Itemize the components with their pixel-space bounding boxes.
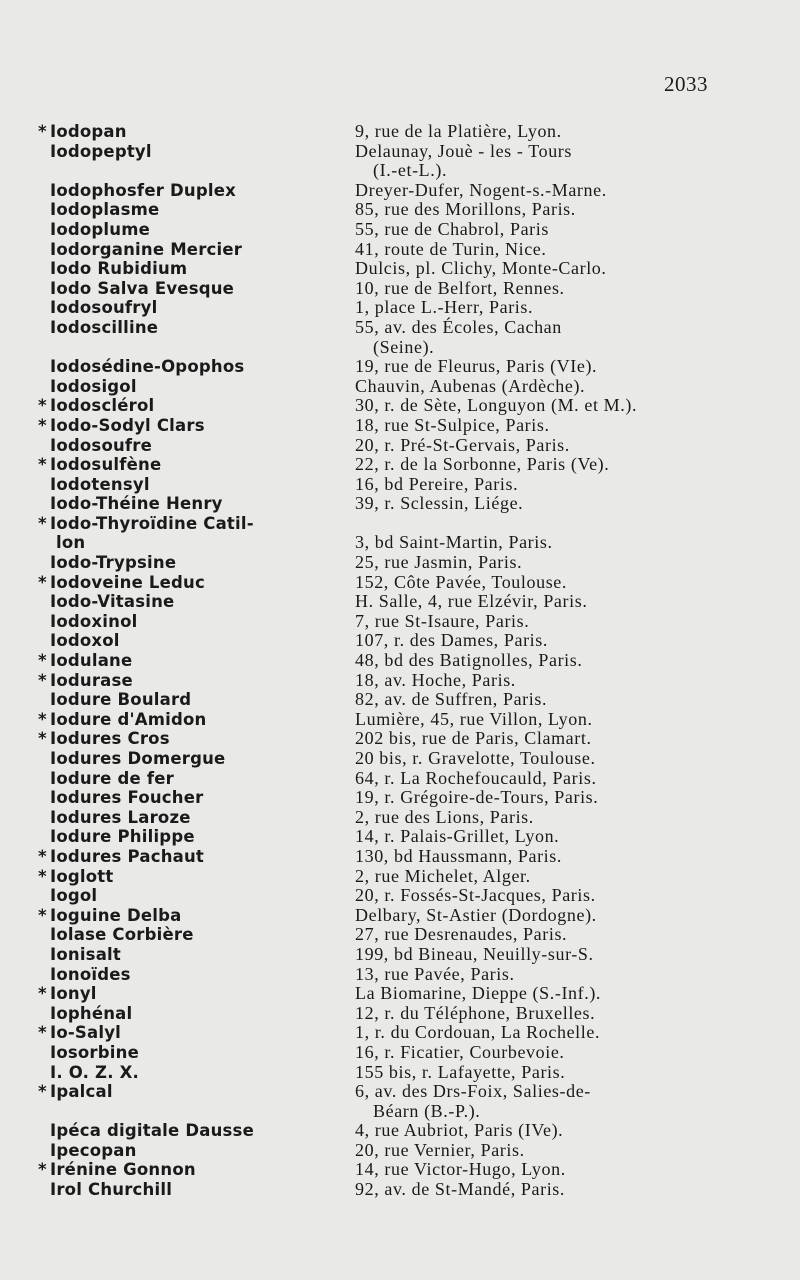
product-name-text: Iodo-Trypsine	[50, 553, 177, 573]
product-name-text: Iosorbine	[50, 1042, 139, 1062]
address	[355, 984, 718, 1004]
address-line: 48, bd des Batignolles, Paris.	[355, 650, 583, 671]
address-continuation: Béarn (B.-P.).	[373, 1100, 481, 1121]
address-line: 25, rue Jasmin, Paris.	[355, 552, 523, 573]
address-line: 14, rue Victor-Hugo, Lyon.	[355, 1159, 566, 1180]
entry-row	[38, 729, 718, 749]
product-name	[38, 769, 355, 789]
address-line: La Biomarine, Dieppe (S.-Inf.).	[355, 983, 602, 1004]
entry-row	[38, 1043, 718, 1063]
entry-row	[38, 1004, 718, 1024]
address-line: 19, r. Grégoire-de-Tours, Paris.	[355, 787, 599, 808]
entry-row	[38, 1063, 718, 1083]
product-name	[38, 690, 355, 710]
address	[355, 142, 718, 181]
entry-mark: *	[38, 396, 47, 416]
product-name-text: Iodo-Vitasine	[50, 592, 175, 612]
address	[355, 769, 718, 789]
address-line: 1, r. du Cordouan, La Rochelle.	[355, 1022, 601, 1043]
address-line: 82, av. de Suffren, Paris.	[355, 689, 548, 710]
product-name-text: Iodo-Théine Henry	[50, 494, 223, 514]
address-line: 20, r. Fossés-St-Jacques, Paris.	[355, 885, 596, 906]
product-name-text: Iodure Boulard	[50, 690, 192, 710]
address	[355, 925, 718, 945]
entry-row	[38, 1121, 718, 1141]
product-name-text: Ipalcal	[50, 1082, 113, 1102]
entry-row	[38, 514, 718, 534]
address-line: 20 bis, r. Gravelotte, Toulouse.	[355, 748, 596, 768]
entry-row	[38, 573, 718, 593]
address-line: 1, place L.-Herr, Paris.	[355, 297, 534, 318]
entry-mark: *	[38, 984, 47, 1004]
entry-mark: *	[38, 866, 47, 886]
entry-row	[38, 592, 718, 612]
entry-row	[38, 436, 718, 456]
product-name-text: Iodure Philippe	[50, 827, 195, 847]
product-name-text: Iodures Laroze	[50, 807, 191, 827]
product-name-text: Ioglott	[50, 866, 114, 886]
entry-row	[38, 122, 718, 142]
address	[355, 886, 718, 906]
address-line: 12, r. du Téléphone, Bruxelles.	[355, 1002, 596, 1023]
entry-row	[38, 1160, 718, 1180]
address	[355, 965, 718, 985]
product-name	[38, 906, 355, 926]
entry-row	[38, 867, 718, 887]
address	[355, 1004, 718, 1024]
product-name-text: Iodures Pachaut	[50, 846, 205, 866]
product-name-text: Iolase Corbière	[50, 925, 194, 945]
entry-mark: *	[38, 455, 47, 475]
address	[355, 122, 718, 142]
entry-row	[38, 671, 718, 691]
product-name-text: Iodoplasme	[50, 200, 160, 220]
product-name	[38, 1121, 355, 1141]
product-name-text: Ioguine Delba	[50, 905, 182, 925]
product-name	[38, 592, 355, 612]
address	[355, 671, 718, 691]
product-name	[38, 1160, 355, 1180]
address-line: 41, route de Turin, Nice.	[355, 238, 547, 259]
product-name	[38, 612, 355, 632]
product-name-text: Iodosulfène	[50, 455, 162, 475]
address-line: 10, rue de Belfort, Rennes.	[355, 277, 565, 298]
address	[355, 906, 718, 926]
entry-mark: *	[38, 513, 47, 533]
product-name	[38, 788, 355, 808]
product-name	[38, 122, 355, 142]
address-line: 22, r. de la Sorbonne, Paris (Ve).	[355, 454, 610, 475]
entry-row	[38, 298, 718, 318]
product-name-text: Iodo-Thyroïdine Catil-	[50, 513, 254, 533]
product-name	[38, 1141, 355, 1161]
entry-mark: *	[38, 1160, 47, 1180]
address-line: 19, rue de Fleurus, Paris (VIe).	[355, 356, 598, 377]
product-name	[38, 533, 355, 553]
product-name	[38, 553, 355, 573]
product-name-text: lon	[56, 533, 86, 553]
address-line: 16, r. Ficatier, Courbevoie.	[355, 1041, 565, 1062]
address-line: Chauvin, Aubenas (Ardèche).	[355, 375, 586, 396]
product-name	[38, 749, 355, 769]
entry-mark: *	[38, 651, 47, 671]
entry-mark: *	[38, 670, 47, 690]
product-name	[38, 494, 355, 514]
entry-row	[38, 769, 718, 789]
address	[355, 240, 718, 260]
address	[355, 514, 718, 534]
address	[355, 436, 718, 456]
address-line: 202 bis, rue de Paris, Clamart.	[355, 728, 592, 749]
product-name	[38, 181, 355, 201]
product-name	[38, 142, 355, 181]
address	[355, 1043, 718, 1063]
entry-row	[38, 318, 718, 357]
address	[355, 318, 718, 357]
product-name-text: Iodure d'Amidon	[50, 709, 207, 729]
entry-row	[38, 220, 718, 240]
address	[355, 749, 718, 769]
address-line: 199, bd Bineau, Neuilly-sur-S.	[355, 943, 594, 964]
address	[355, 631, 718, 651]
product-name	[38, 671, 355, 691]
address	[355, 533, 718, 553]
entry-row	[38, 200, 718, 220]
address-line: 6, av. des Drs-Foix, Salies-de-	[355, 1081, 591, 1102]
product-name	[38, 925, 355, 945]
address-line: 55, rue de Chabrol, Paris	[355, 218, 549, 239]
address-line: H. Salle, 4, rue Elzévir, Paris.	[355, 591, 588, 612]
product-name	[38, 416, 355, 436]
product-name	[38, 475, 355, 495]
entry-row	[38, 1141, 718, 1161]
address	[355, 945, 718, 965]
entry-row	[38, 357, 718, 377]
address	[355, 259, 718, 279]
product-name	[38, 357, 355, 377]
entry-row	[38, 788, 718, 808]
entry-mark: *	[38, 415, 47, 435]
product-name	[38, 436, 355, 456]
address-line: 55, av. des Écoles, Cachan	[355, 316, 562, 337]
product-name-text: Iodures Cros	[50, 729, 170, 749]
address-line: 64, r. La Rochefoucauld, Paris.	[355, 767, 597, 788]
entry-row	[38, 749, 718, 769]
address	[355, 651, 718, 671]
address-line: 18, rue St-Sulpice, Paris.	[355, 414, 550, 435]
address-line: 7, rue St-Isaure, Paris.	[355, 610, 530, 631]
address	[355, 1063, 718, 1083]
product-name-text: Iodosoufre	[50, 435, 153, 455]
product-name-text: Iodopeptyl	[50, 141, 152, 161]
address-line: 85, rue des Morillons, Paris.	[355, 199, 576, 220]
product-name-text: Iodorganine Mercier	[50, 239, 243, 259]
product-name	[38, 867, 355, 887]
product-name-text: Iodo-Sodyl Clars	[50, 415, 205, 435]
product-name-text: Iodurase	[50, 670, 133, 690]
product-name	[38, 945, 355, 965]
product-name-text: Iogol	[50, 886, 98, 906]
product-name	[38, 847, 355, 867]
entry-row	[38, 690, 718, 710]
product-name	[38, 298, 355, 318]
product-name	[38, 200, 355, 220]
product-name	[38, 1004, 355, 1024]
address	[355, 1121, 718, 1141]
address-line: 2, rue des Lions, Paris.	[355, 806, 534, 827]
product-name	[38, 1043, 355, 1063]
entry-row	[38, 906, 718, 926]
entry-row	[38, 1180, 718, 1200]
product-name-text: Io-Salyl	[50, 1023, 122, 1043]
address-line: Dreyer-Dufer, Nogent-s.-Marne.	[355, 179, 607, 200]
entry-mark: *	[38, 846, 47, 866]
entry-row	[38, 886, 718, 906]
entry-row	[38, 651, 718, 671]
address	[355, 1180, 718, 1200]
entry-row	[38, 181, 718, 201]
address	[355, 494, 718, 514]
product-name	[38, 220, 355, 240]
address-line: 9, rue de la Platière, Lyon.	[355, 121, 562, 141]
address-line: 3, bd Saint-Martin, Paris.	[355, 532, 553, 553]
address-line: 107, r. des Dames, Paris.	[355, 630, 548, 651]
entry-row	[38, 533, 718, 553]
entry-row	[38, 396, 718, 416]
product-name	[38, 396, 355, 416]
product-name	[38, 279, 355, 299]
entry-row	[38, 377, 718, 397]
address	[355, 455, 718, 475]
address-line: 20, r. Pré-St-Gervais, Paris.	[355, 434, 570, 455]
page-number: 2033	[664, 72, 708, 96]
entry-row	[38, 925, 718, 945]
entry-row	[38, 827, 718, 847]
entry-row	[38, 965, 718, 985]
entry-row	[38, 142, 718, 181]
entry-row	[38, 1082, 718, 1121]
product-name-text: Iodosclérol	[50, 396, 155, 416]
product-name	[38, 1082, 355, 1121]
address-line: 20, rue Vernier, Paris.	[355, 1139, 525, 1160]
entry-mark: *	[38, 572, 47, 592]
entry-mark: *	[38, 122, 47, 141]
product-name-text: Iodo Rubidium	[50, 259, 188, 279]
address-line: 16, bd Pereire, Paris.	[355, 473, 519, 494]
entry-row	[38, 455, 718, 475]
product-name-text: Iodulane	[50, 651, 133, 671]
product-name	[38, 318, 355, 357]
entry-row	[38, 710, 718, 730]
address	[355, 377, 718, 397]
address	[355, 357, 718, 377]
product-name-text: Ipéca digitale Dausse	[50, 1121, 254, 1141]
product-name-text: Iodosédine-Opophos	[50, 357, 245, 377]
product-name-text: Iodophosfer Duplex	[50, 180, 236, 200]
entry-row	[38, 475, 718, 495]
product-name	[38, 965, 355, 985]
entry-row	[38, 808, 718, 828]
address	[355, 1141, 718, 1161]
address-line: 27, rue Desrenaudes, Paris.	[355, 924, 568, 945]
address-line: Lumière, 45, rue Villon, Lyon.	[355, 708, 593, 729]
address	[355, 1160, 718, 1180]
address-line: 13, rue Pavée, Paris.	[355, 963, 515, 984]
product-name-text: Ipecopan	[50, 1140, 137, 1160]
address-line: 39, r. Sclessin, Liége.	[355, 493, 524, 514]
product-name-text: Ionoïdes	[50, 964, 131, 984]
product-name	[38, 240, 355, 260]
address-line: 152, Côte Pavée, Toulouse.	[355, 571, 567, 592]
address	[355, 475, 718, 495]
product-name	[38, 1023, 355, 1043]
product-name-text: Iodures Domergue	[50, 749, 226, 768]
address	[355, 612, 718, 632]
address-line: 4, rue Aubriot, Paris (IVe).	[355, 1120, 564, 1141]
product-name	[38, 514, 355, 534]
entry-list	[38, 122, 718, 1200]
product-name-text: Iodosigol	[50, 376, 137, 396]
product-name	[38, 710, 355, 730]
product-name-text: Iodoxinol	[50, 611, 138, 631]
product-name	[38, 651, 355, 671]
product-name-text: Iodotensyl	[50, 474, 150, 494]
product-name	[38, 1063, 355, 1083]
entry-row	[38, 945, 718, 965]
product-name-text: Iodo Salva Evesque	[50, 278, 235, 298]
entry-mark: *	[38, 1082, 47, 1102]
address	[355, 710, 718, 730]
entry-mark: *	[38, 1023, 47, 1043]
address-continuation: (I.-et-L.).	[373, 160, 448, 181]
address	[355, 279, 718, 299]
product-name-text: Iodoveine Leduc	[50, 572, 205, 592]
address	[355, 1023, 718, 1043]
address	[355, 573, 718, 593]
entry-row	[38, 1023, 718, 1043]
product-name-text: Ionisalt	[50, 944, 121, 964]
address-line: 14, r. Palais-Grillet, Lyon.	[355, 826, 560, 847]
product-name-text: I. O. Z. X.	[50, 1062, 139, 1082]
product-name-text: Iodoscilline	[50, 317, 159, 337]
entry-row	[38, 553, 718, 573]
entry-mark: *	[38, 729, 47, 749]
product-name-text: Iodures Foucher	[50, 788, 204, 808]
product-name-text: Irénine Gonnon	[50, 1160, 196, 1180]
product-name	[38, 631, 355, 651]
address	[355, 181, 718, 201]
address	[355, 220, 718, 240]
product-name-text: Iodopan	[50, 122, 127, 141]
address-line: Delaunay, Jouè - les - Tours	[355, 140, 572, 161]
product-name	[38, 808, 355, 828]
address	[355, 847, 718, 867]
address	[355, 808, 718, 828]
product-name	[38, 729, 355, 749]
product-name-text: Iodoplume	[50, 219, 151, 239]
entry-row	[38, 847, 718, 867]
address	[355, 553, 718, 573]
entry-row	[38, 259, 718, 279]
address-line: Dulcis, pl. Clichy, Monte-Carlo.	[355, 258, 607, 279]
product-name	[38, 455, 355, 475]
entry-mark: *	[38, 709, 47, 729]
product-name	[38, 377, 355, 397]
product-name-text: Iophénal	[50, 1003, 133, 1023]
address	[355, 298, 718, 318]
product-name-text: Iodure de fer	[50, 768, 174, 788]
address	[355, 690, 718, 710]
address	[355, 1082, 718, 1121]
product-name-text: Ionyl	[50, 984, 97, 1004]
entry-row	[38, 494, 718, 514]
address-line: 92, av. de St-Mandé, Paris.	[355, 1179, 565, 1200]
entry-row	[38, 631, 718, 651]
entry-row	[38, 984, 718, 1004]
product-name-text: Iodoxol	[50, 631, 120, 651]
address	[355, 788, 718, 808]
product-name	[38, 1180, 355, 1200]
product-name-text: Irol Churchill	[50, 1180, 173, 1200]
address-line: 18, av. Hoche, Paris.	[355, 669, 516, 690]
entry-row	[38, 612, 718, 632]
product-name	[38, 259, 355, 279]
address-line: 130, bd Haussmann, Paris.	[355, 845, 562, 866]
product-name	[38, 827, 355, 847]
address	[355, 416, 718, 436]
entry-row	[38, 416, 718, 436]
address-line: Delbary, St-Astier (Dordogne).	[355, 904, 597, 925]
address-line: 2, rue Michelet, Alger.	[355, 865, 531, 886]
address-continuation: (Seine).	[373, 336, 435, 357]
address-line: 155 bis, r. Lafayette, Paris.	[355, 1061, 566, 1082]
address	[355, 396, 718, 416]
entry-row	[38, 240, 718, 260]
entry-row	[38, 279, 718, 299]
address	[355, 729, 718, 749]
address	[355, 827, 718, 847]
address	[355, 592, 718, 612]
address-line: 30, r. de Sète, Longuyon (M. et M.).	[355, 395, 638, 416]
entry-mark: *	[38, 905, 47, 925]
product-name	[38, 573, 355, 593]
product-name	[38, 886, 355, 906]
address	[355, 867, 718, 887]
address	[355, 200, 718, 220]
product-name-text: Iodosoufryl	[50, 298, 158, 318]
product-name	[38, 984, 355, 1004]
